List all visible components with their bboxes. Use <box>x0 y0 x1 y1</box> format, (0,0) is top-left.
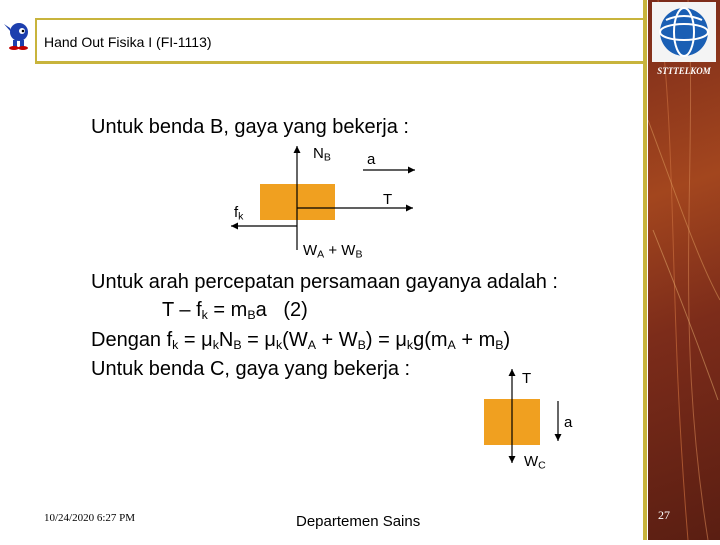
header-title: Hand Out Fisika I (FI-1113) <box>44 34 212 50</box>
globe-logo-icon <box>652 2 716 62</box>
label-tension-c: T <box>522 370 532 387</box>
label-accel-b: a <box>367 151 376 168</box>
label-accel-c: a <box>564 414 573 431</box>
logo-text: STTTELKOM <box>657 66 711 76</box>
label-weight-c: $W_C$ <box>524 453 546 472</box>
equation-intro: Untuk arah percepatan persamaan gayanya adalah : <box>91 271 558 293</box>
equation-2: $T - f_k = m_Ba$ (2) <box>162 299 308 323</box>
label-normal-b: $N_B$ <box>313 145 331 164</box>
strip-divider <box>643 0 647 540</box>
label-friction-b: $f_k$ <box>234 204 244 223</box>
intro-line-c: Untuk benda C, gaya yang bekerja : <box>91 358 411 380</box>
footer-department: Departemen Sains <box>296 513 421 530</box>
label-weight-b: $W_A + W_B$ <box>303 242 363 261</box>
free-body-diagram-c <box>480 365 590 480</box>
friction-equation: Dengan $f_k = \mu_kN_B = \mu_k(W_A + W_B) = \mu_kg(m_A + m_B)$ <box>91 329 511 353</box>
label-tension-b: T <box>383 191 393 208</box>
intro-line-b: Untuk benda B, gaya yang bekerja : <box>91 116 409 138</box>
decorative-side-strip <box>648 0 720 540</box>
sonic-mascot-icon <box>4 20 34 50</box>
free-body-diagram-b <box>225 140 425 265</box>
strip-texture <box>648 0 720 540</box>
page-number: 27 <box>658 508 670 522</box>
footer-date: 10/24/2020 6:27 PM <box>44 512 136 524</box>
